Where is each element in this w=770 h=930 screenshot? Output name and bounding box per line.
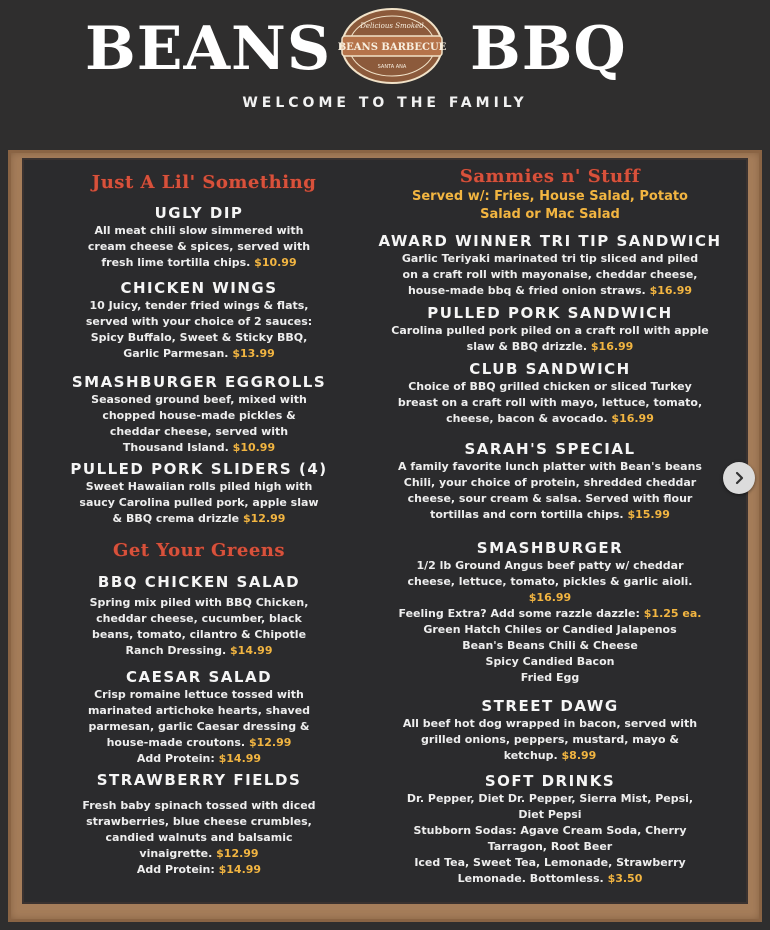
item-name: SMASHBURGER EGGROLLS bbox=[71, 373, 327, 391]
item-description: 1/2 lb Ground Angus beef patty w/ cheddar cheese, lettuce, tomato, pickles & garlic aioli. $16.99 Feeling Extra? Add some razzle dazzle: $1.25 ea. Green Hatch Chiles or Candied Jalapenos Bean's Beans Chili & Cheese Spicy Candied Bacon Fried Egg bbox=[350, 558, 750, 686]
item-name: AWARD WINNER TRI TIP SANDWICH bbox=[378, 232, 722, 250]
brand-title-right: BBQ bbox=[470, 14, 627, 84]
item-description: Crisp romaine lettuce tossed with marinated artichoke hearts, shaved parmesan, garlic Caesar dressing & house-made croutons. $12.99 Add Protein: $14.99 bbox=[87, 688, 311, 765]
item-price: $12.99 bbox=[216, 847, 259, 860]
menu-item-club-sandwich bbox=[350, 360, 750, 427]
item-description: Garlic Teriyaki marinated tri tip sliced and piled on a craft roll with mayonaise, cheddar cheese, house-made bbq & fried onion straws. $16.99 bbox=[401, 252, 699, 297]
item-name: BBQ CHICKEN SALAD bbox=[97, 573, 301, 591]
item-price: $16.99 bbox=[590, 340, 634, 353]
extra-option: Bean's Beans Chili & Cheese bbox=[462, 639, 638, 652]
item-name: SARAH'S SPECIAL bbox=[464, 440, 636, 458]
item-name: PULLED PORK SANDWICH bbox=[427, 304, 673, 322]
extra-option: Green Hatch Chiles or Candied Jalapenos bbox=[423, 623, 677, 636]
item-description: All beef hot dog wrapped in bacon, served with grilled onions, peppers, mustard, mayo & ketchup. $8.99 bbox=[402, 717, 698, 762]
item-name: SMASHBURGER bbox=[476, 539, 624, 557]
item-name: STRAWBERRY FIELDS bbox=[96, 771, 302, 789]
item-price: $16.99 bbox=[611, 412, 654, 425]
item-description: All meat chili slow simmered with cream cheese & spices, served with fresh lime tortilla chips. $10.99 bbox=[87, 224, 311, 269]
item-description: Fresh baby spinach tossed with diced strawberries, blue cheese crumbles, candied walnuts and balsamic vinaigrette. $12.99 Add Protein: $14.99 bbox=[82, 799, 316, 876]
brand-title-left: BEANS bbox=[85, 14, 332, 84]
section-title-sandwiches: Sammies n' Stuff bbox=[459, 166, 641, 187]
item-price: $12.99 bbox=[243, 512, 286, 525]
logo-bottom-text: SANTA ANA bbox=[377, 64, 407, 70]
extras-price: $1.25 ea. bbox=[643, 607, 702, 620]
next-image-button[interactable] bbox=[723, 462, 755, 494]
item-name: STREET DAWG bbox=[481, 697, 619, 715]
item-price: $8.99 bbox=[561, 749, 597, 762]
item-description: Spring mix piled with BBQ Chicken, cheddar cheese, cucumber, black beans, tomato, cilantro & Chipotle Ranch Dressing. $14.99 bbox=[89, 596, 309, 657]
tagline: WELCOME TO THE FAMILY bbox=[242, 95, 528, 111]
menu-item-street-dawg bbox=[350, 697, 750, 764]
chevron-right-icon bbox=[732, 471, 746, 485]
add-protein-price: $14.99 bbox=[218, 752, 262, 765]
item-description: A family favorite lunch platter with Bean's beans Chili, your choice of protein, shredded cheddar cheese, sour cream & salsa. Served with flour tortillas and corn tortilla chips. $15.99 bbox=[398, 460, 702, 521]
item-price: $10.99 bbox=[232, 441, 276, 454]
menu-item-sarahs-special bbox=[350, 440, 750, 523]
item-price: $12.99 bbox=[248, 736, 292, 749]
item-price: $13.99 bbox=[232, 347, 275, 360]
item-price: $16.99 bbox=[528, 591, 572, 604]
menu-item-pulled-pork-sliders bbox=[24, 460, 374, 527]
item-description: Carolina pulled pork piled on a craft roll with apple slaw & BBQ drizzle. $16.99 bbox=[391, 324, 709, 353]
menu-board bbox=[24, 160, 746, 902]
item-description: Dr. Pepper, Diet Dr. Pepper, Sierra Mist, Pepsi, Diet Pepsi Stubborn Sodas: Agave Cream Soda, Cherry Tarragon, Root Beer Iced Tea, Sweet Tea, Lemonade, Strawberry Lemonade. Bottomless. $3.50 bbox=[406, 792, 694, 885]
menu-item-smashburger-eggrolls bbox=[24, 373, 374, 456]
item-price: $15.99 bbox=[627, 508, 670, 521]
item-description: Seasoned ground beef, mixed with chopped house-made pickles & cheddar cheese, served with Thousand Island. $10.99 bbox=[91, 393, 307, 454]
menu-item-tri-tip-sandwich bbox=[350, 232, 750, 299]
beans-barbecue-logo bbox=[338, 6, 446, 86]
extra-option: Spicy Candied Bacon bbox=[485, 655, 615, 668]
menu-item-soft-drinks bbox=[350, 772, 750, 887]
item-description: Sweet Hawaiian rolls piled high with saucy Carolina pulled pork, apple slaw & BBQ crema drizzle $12.99 bbox=[79, 480, 319, 525]
section-title-greens: Get Your Greens bbox=[112, 540, 285, 561]
menu-item-caesar-salad bbox=[24, 668, 374, 767]
menu-item-ugly-dip bbox=[24, 204, 374, 271]
item-name: CHICKEN WINGS bbox=[120, 279, 278, 297]
extra-option: Fried Egg bbox=[520, 671, 580, 684]
item-price: $16.99 bbox=[649, 284, 693, 297]
item-price: $3.50 bbox=[607, 872, 643, 885]
add-protein-price: $14.99 bbox=[218, 863, 262, 876]
item-description: 10 Juicy, tender fried wings & flats, served with your choice of 2 sauces: Spicy Buffalo, Sweet & Sticky BBQ, Garlic Parmesan. $13.99 bbox=[85, 299, 313, 360]
menu-item-strawberry-fields bbox=[24, 771, 374, 878]
menu-item-bbq-chicken-salad bbox=[24, 573, 374, 659]
logo-center-text: BEANS BARBECUE bbox=[338, 42, 446, 53]
menu-item-chicken-wings bbox=[24, 279, 374, 362]
item-name: CLUB SANDWICH bbox=[469, 360, 631, 378]
menu-item-pulled-pork-sandwich bbox=[350, 304, 750, 355]
item-name: SOFT DRINKS bbox=[484, 772, 616, 790]
section-title-appetizers: Just A Lil' Something bbox=[91, 172, 317, 193]
logo-top-text: Delicious Smoked bbox=[360, 22, 424, 30]
item-name: PULLED PORK SLIDERS (4) bbox=[70, 460, 328, 478]
item-name: CAESAR SALAD bbox=[125, 668, 273, 686]
menu-header bbox=[0, 0, 770, 150]
item-price: $14.99 bbox=[230, 644, 273, 657]
served-with-note: Served w/: Fries, House Salad, Potato Salad or Mac Salad bbox=[411, 189, 688, 222]
item-price: $10.99 bbox=[254, 256, 297, 269]
item-description: Choice of BBQ grilled chicken or sliced Turkey breast on a craft roll with mayo, lettuce, tomato, cheese, bacon & avocado. $16.99 bbox=[397, 380, 703, 425]
menu-item-smashburger bbox=[350, 539, 750, 686]
item-name: UGLY DIP bbox=[154, 204, 244, 222]
